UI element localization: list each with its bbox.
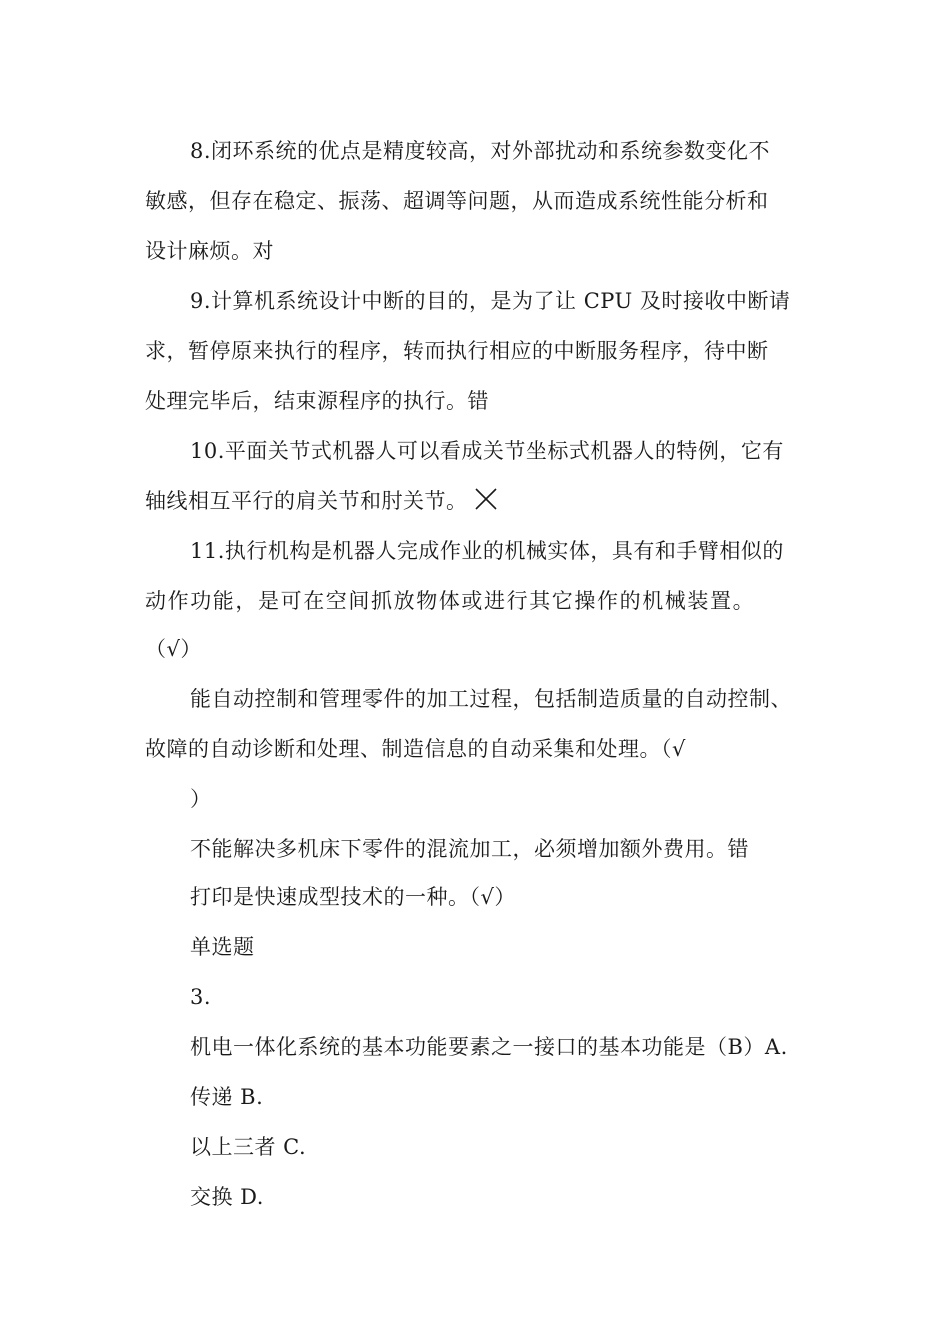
q9-line-1: 9.计算机系统设计中断的目的，是为了让 CPU 及时接收中断请 [190, 289, 791, 313]
q3-number: 3. [190, 985, 212, 1009]
q9-line-2: 求，暂停原来执行的程序，转而执行相应的中断服务程序，待中断 [145, 339, 769, 363]
q3-stem: 机电一体化系统的基本功能要素之一接口的基本功能是（B）A. [190, 1035, 788, 1059]
q8-line-3: 设计麻烦。对 [145, 239, 274, 263]
q13-line-1: 不能解决多机床下零件的混流加工，必须增加额外费用。错 [190, 837, 749, 861]
q11-line-1: 11.执行机构是机器人完成作业的机械实体，具有和手臂相似的 [190, 539, 784, 563]
q3-option-2: 以上三者 C. [190, 1135, 307, 1159]
q11-line-3: （√） [145, 637, 202, 661]
q12-line-1: 能自动控制和管理零件的加工过程，包括制造质量的自动控制、 [190, 687, 792, 711]
q12-line-3: ） [190, 787, 212, 811]
q14-line-1: 打印是快速成型技术的一种。（√） [190, 885, 516, 909]
q8-line-1: 8.闭环系统的优点是精度较高，对外部扰动和系统参数变化不 [190, 139, 771, 163]
q3-option-1: 传递 B. [190, 1085, 264, 1109]
q12-line-2: 故障的自动诊断和处理、制造信息的自动采集和处理。（√ [145, 737, 686, 761]
cross-mark-icon [474, 487, 498, 519]
q3-option-3: 交换 D. [190, 1185, 264, 1209]
q9-line-3: 处理完毕后，结束源程序的执行。错 [145, 389, 489, 413]
q10-line-2: 轴线相互平行的肩关节和肘关节。 [145, 489, 468, 513]
section-title: 单选题 [190, 935, 255, 959]
q8-line-2: 敏感，但存在稳定、振荡、超调等问题，从而造成系统性能分析和 [145, 189, 769, 213]
q11-line-2: 动作功能，是可在空间抓放物体或进行其它操作的机械装置。 [145, 589, 756, 613]
q10-line-2-wrap [145, 486, 498, 519]
q10-line-1: 10.平面关节式机器人可以看成关节坐标式机器人的特例，它有 [190, 439, 784, 463]
